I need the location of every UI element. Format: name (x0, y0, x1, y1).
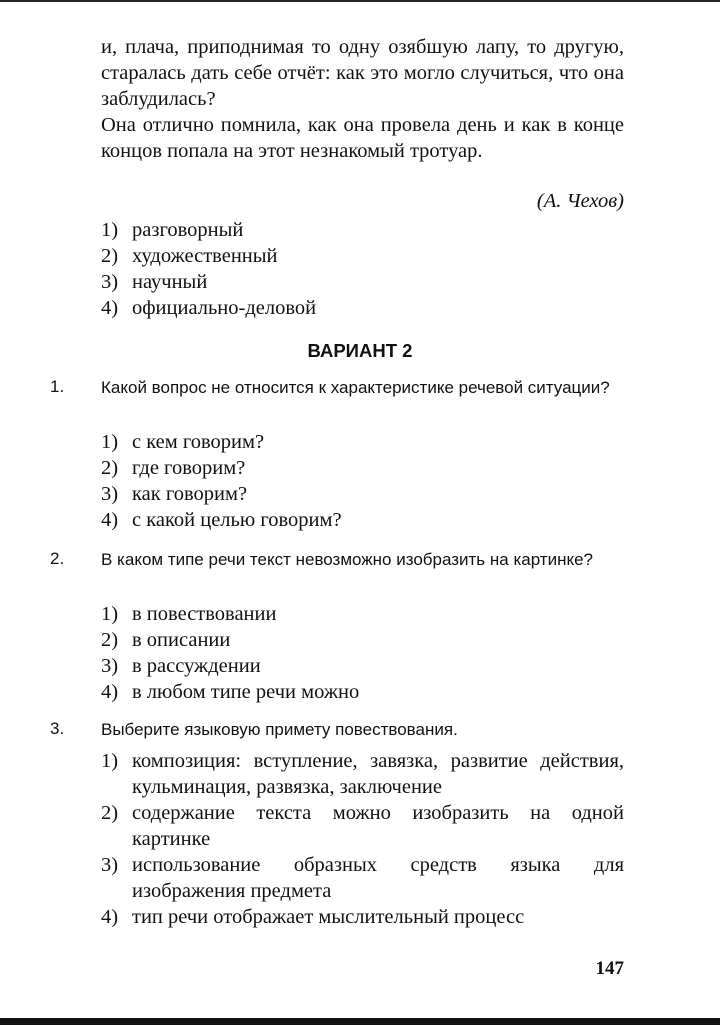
list-item (101, 800, 624, 852)
list-item (101, 295, 624, 321)
option-text: где говорим? (132, 457, 246, 479)
list-item (101, 601, 624, 627)
option-number: 2) (101, 457, 119, 479)
option-text: в повествовании (132, 603, 277, 625)
option-number: 3) (101, 854, 119, 876)
option-text: использование образных средств языка для изображения предмета (132, 854, 624, 902)
option-text: художественный (132, 245, 278, 267)
option-number: 1) (101, 750, 119, 772)
option-text: содержание текста можно изобразить на одной картинке (132, 802, 624, 850)
question-3-number: 3. (50, 719, 65, 738)
list-item (101, 507, 624, 533)
question-1-options (101, 429, 624, 533)
question-3-options (101, 748, 624, 930)
variant-heading: ВАРИАНТ 2 (307, 340, 413, 361)
list-item (101, 653, 624, 679)
option-number: 3) (101, 271, 119, 293)
option-text: разговорный (132, 219, 244, 241)
passage-paragraph-1: и, плача, приподнимая то одну озябшую лапу, то другую, старалась дать себе отчёт: как это могло случиться, что она заблудилась? (101, 36, 624, 110)
option-text: в описании (132, 629, 231, 651)
list-item (101, 481, 624, 507)
question-1-number: 1. (50, 377, 65, 396)
list-item (101, 627, 624, 653)
question-2-text: В каком типе речи текст невозможно изобразить на картинке? (101, 550, 594, 569)
option-number: 4) (101, 906, 119, 928)
option-number: 4) (101, 509, 119, 531)
question-2-options (101, 601, 624, 705)
list-item (101, 269, 624, 295)
question-3-text: Выберите языковую примету повествования. (101, 720, 458, 739)
option-text: в любом типе речи можно (132, 681, 360, 703)
passage-paragraph-2: Она отлично помнила, как она провела день и как в конце концов попала на этот незнакомый тротуар. (101, 114, 624, 162)
list-item (101, 904, 624, 930)
bottom-bar (0, 1018, 720, 1025)
list-item (101, 679, 624, 705)
list-item (101, 429, 624, 455)
page-number: 147 (595, 958, 624, 979)
passage-author: (А. Чехов) (536, 190, 624, 212)
option-number: 2) (101, 629, 119, 651)
passage (101, 34, 624, 164)
list-item (101, 217, 624, 243)
option-text: с кем говорим? (132, 431, 265, 453)
option-number: 4) (101, 297, 119, 319)
option-number: 3) (101, 483, 119, 505)
option-number: 1) (101, 431, 119, 453)
option-number: 1) (101, 219, 119, 241)
list-item (101, 455, 624, 481)
option-text: как говорим? (132, 483, 248, 505)
list-item (101, 243, 624, 269)
list-item (101, 852, 624, 904)
option-text: композиция: вступление, завязка, развитие действия, кульминация, развязка, заключение (132, 750, 624, 798)
question-1-text: Какой вопрос не относится к характеристике речевой ситуации? (101, 378, 610, 397)
top-rule (0, 0, 720, 2)
option-number: 2) (101, 245, 119, 267)
question-2-number: 2. (50, 549, 65, 568)
prev-options-list (101, 217, 624, 321)
option-text: научный (132, 271, 208, 293)
option-number: 4) (101, 681, 119, 703)
option-text: тип речи отображает мыслительный процесс (132, 906, 525, 928)
option-text: с какой целью говорим? (132, 509, 342, 531)
option-number: 3) (101, 655, 119, 677)
option-text: в рассуждении (132, 655, 261, 677)
option-number: 1) (101, 603, 119, 625)
list-item (101, 748, 624, 800)
option-text: официально-деловой (132, 297, 317, 319)
option-number: 2) (101, 802, 119, 824)
